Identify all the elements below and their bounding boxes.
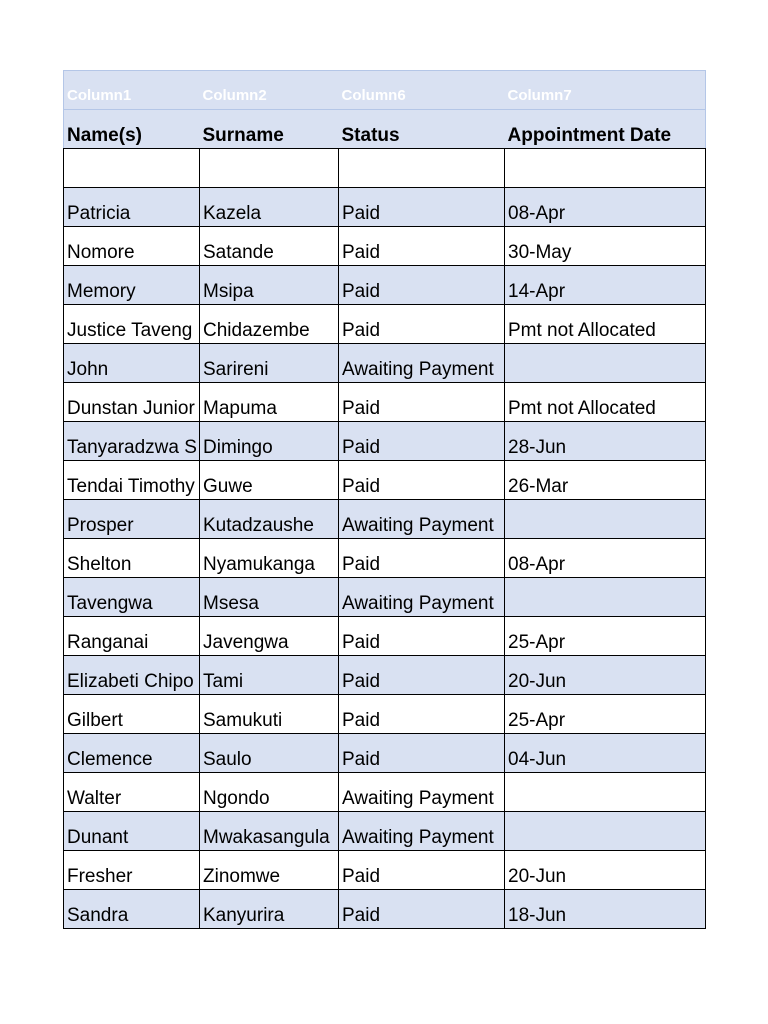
cell-name[interactable]: Nomore: [64, 227, 200, 266]
table-row: [64, 305, 706, 344]
header-surname[interactable]: Surname: [200, 110, 339, 149]
cell-appointment-date[interactable]: 25-Apr: [505, 617, 706, 656]
table-row: [64, 422, 706, 461]
cell-surname[interactable]: Nyamukanga: [200, 539, 339, 578]
cell-name[interactable]: Fresher: [64, 851, 200, 890]
cell-appointment-date[interactable]: 14-Apr: [505, 266, 706, 305]
cell-name[interactable]: Justice Taveng: [64, 305, 200, 344]
cell-appointment-date[interactable]: 25-Apr: [505, 695, 706, 734]
table-row: [64, 383, 706, 422]
cell-name[interactable]: Patricia: [64, 188, 200, 227]
cell-name[interactable]: Prosper: [64, 500, 200, 539]
cell-name[interactable]: [64, 149, 200, 188]
cell-status[interactable]: Paid: [339, 656, 505, 695]
cell-appointment-date[interactable]: Pmt not Allocated: [505, 305, 706, 344]
cell-surname[interactable]: Msesa: [200, 578, 339, 617]
cell-appointment-date[interactable]: 18-Jun: [505, 890, 706, 929]
cell-appointment-date[interactable]: [505, 344, 706, 383]
cell-status[interactable]: Awaiting Payment: [339, 578, 505, 617]
cell-appointment-date[interactable]: 20-Jun: [505, 656, 706, 695]
column-header-row: [64, 110, 706, 149]
cell-name[interactable]: John: [64, 344, 200, 383]
cell-status[interactable]: Awaiting Payment: [339, 773, 505, 812]
cell-status[interactable]: Awaiting Payment: [339, 500, 505, 539]
cell-name[interactable]: Sandra: [64, 890, 200, 929]
cell-surname[interactable]: Kazela: [200, 188, 339, 227]
cell-surname[interactable]: Tami: [200, 656, 339, 695]
cell-status[interactable]: Paid: [339, 227, 505, 266]
table-row: [64, 773, 706, 812]
cell-appointment-date[interactable]: 28-Jun: [505, 422, 706, 461]
cell-name[interactable]: Shelton: [64, 539, 200, 578]
table-row: [64, 617, 706, 656]
table-row: [64, 812, 706, 851]
cell-name[interactable]: Gilbert: [64, 695, 200, 734]
cell-status[interactable]: [339, 149, 505, 188]
table-row: [64, 695, 706, 734]
cell-surname[interactable]: [200, 149, 339, 188]
cell-appointment-date[interactable]: 20-Jun: [505, 851, 706, 890]
auto-column-header[interactable]: Column2: [200, 71, 339, 110]
cell-surname[interactable]: Saulo: [200, 734, 339, 773]
auto-column-header[interactable]: Column1: [64, 71, 200, 110]
cell-name[interactable]: Dunstan Junior: [64, 383, 200, 422]
cell-name[interactable]: Elizabeti Chipo: [64, 656, 200, 695]
cell-status[interactable]: Paid: [339, 617, 505, 656]
cell-appointment-date[interactable]: [505, 812, 706, 851]
cell-surname[interactable]: Msipa: [200, 266, 339, 305]
table-row: [64, 149, 706, 188]
cell-status[interactable]: Paid: [339, 851, 505, 890]
header-status[interactable]: Status: [339, 110, 505, 149]
header-appointment-date[interactable]: Appointment Date: [505, 110, 706, 149]
table-row: [64, 500, 706, 539]
cell-surname[interactable]: Guwe: [200, 461, 339, 500]
cell-appointment-date[interactable]: [505, 773, 706, 812]
table-row: [64, 344, 706, 383]
auto-column-header[interactable]: Column6: [339, 71, 505, 110]
spreadsheet-table-container: [63, 70, 705, 929]
cell-appointment-date[interactable]: [505, 578, 706, 617]
cell-surname[interactable]: Satande: [200, 227, 339, 266]
cell-appointment-date[interactable]: 04-Jun: [505, 734, 706, 773]
appointments-table: [63, 70, 706, 929]
cell-appointment-date[interactable]: [505, 149, 706, 188]
cell-name[interactable]: Ranganai: [64, 617, 200, 656]
cell-status[interactable]: Paid: [339, 266, 505, 305]
table-row: [64, 266, 706, 305]
table-body: [64, 149, 706, 929]
cell-appointment-date[interactable]: Pmt not Allocated: [505, 383, 706, 422]
table-row: [64, 890, 706, 929]
cell-surname[interactable]: Mapuma: [200, 383, 339, 422]
table-row: [64, 851, 706, 890]
cell-status[interactable]: Paid: [339, 695, 505, 734]
cell-appointment-date[interactable]: 08-Apr: [505, 539, 706, 578]
header-names[interactable]: Name(s): [64, 110, 200, 149]
cell-status[interactable]: Paid: [339, 383, 505, 422]
cell-status[interactable]: Paid: [339, 734, 505, 773]
cell-status[interactable]: Paid: [339, 890, 505, 929]
cell-surname[interactable]: Chidazembe: [200, 305, 339, 344]
cell-name[interactable]: Memory: [64, 266, 200, 305]
table-row: [64, 539, 706, 578]
cell-status[interactable]: Paid: [339, 188, 505, 227]
cell-appointment-date[interactable]: 26-Mar: [505, 461, 706, 500]
cell-name[interactable]: Tendai Timothy: [64, 461, 200, 500]
cell-surname[interactable]: Samukuti: [200, 695, 339, 734]
cell-status[interactable]: Awaiting Payment: [339, 812, 505, 851]
cell-name[interactable]: Clemence: [64, 734, 200, 773]
cell-appointment-date[interactable]: 08-Apr: [505, 188, 706, 227]
cell-surname[interactable]: Zinomwe: [200, 851, 339, 890]
cell-surname[interactable]: Kanyurira: [200, 890, 339, 929]
cell-surname[interactable]: Mwakasangula: [200, 812, 339, 851]
cell-surname[interactable]: Javengwa: [200, 617, 339, 656]
cell-name[interactable]: Tanyaradzwa S: [64, 422, 200, 461]
cell-appointment-date[interactable]: 30-May: [505, 227, 706, 266]
table-row: [64, 227, 706, 266]
cell-appointment-date[interactable]: [505, 500, 706, 539]
cell-surname[interactable]: Kutadzaushe: [200, 500, 339, 539]
table-row: [64, 578, 706, 617]
auto-column-header-row: [64, 71, 706, 110]
cell-status[interactable]: Paid: [339, 539, 505, 578]
cell-surname[interactable]: Sarireni: [200, 344, 339, 383]
table-row: [64, 188, 706, 227]
cell-name[interactable]: Walter: [64, 773, 200, 812]
table-row: [64, 656, 706, 695]
cell-status[interactable]: Paid: [339, 461, 505, 500]
cell-surname[interactable]: Ngondo: [200, 773, 339, 812]
table-row: [64, 734, 706, 773]
cell-surname[interactable]: Dimingo: [200, 422, 339, 461]
cell-status[interactable]: Awaiting Payment: [339, 344, 505, 383]
table-row: [64, 461, 706, 500]
cell-status[interactable]: Paid: [339, 422, 505, 461]
auto-column-header[interactable]: Column7: [505, 71, 706, 110]
cell-name[interactable]: Tavengwa: [64, 578, 200, 617]
cell-name[interactable]: Dunant: [64, 812, 200, 851]
cell-status[interactable]: Paid: [339, 305, 505, 344]
